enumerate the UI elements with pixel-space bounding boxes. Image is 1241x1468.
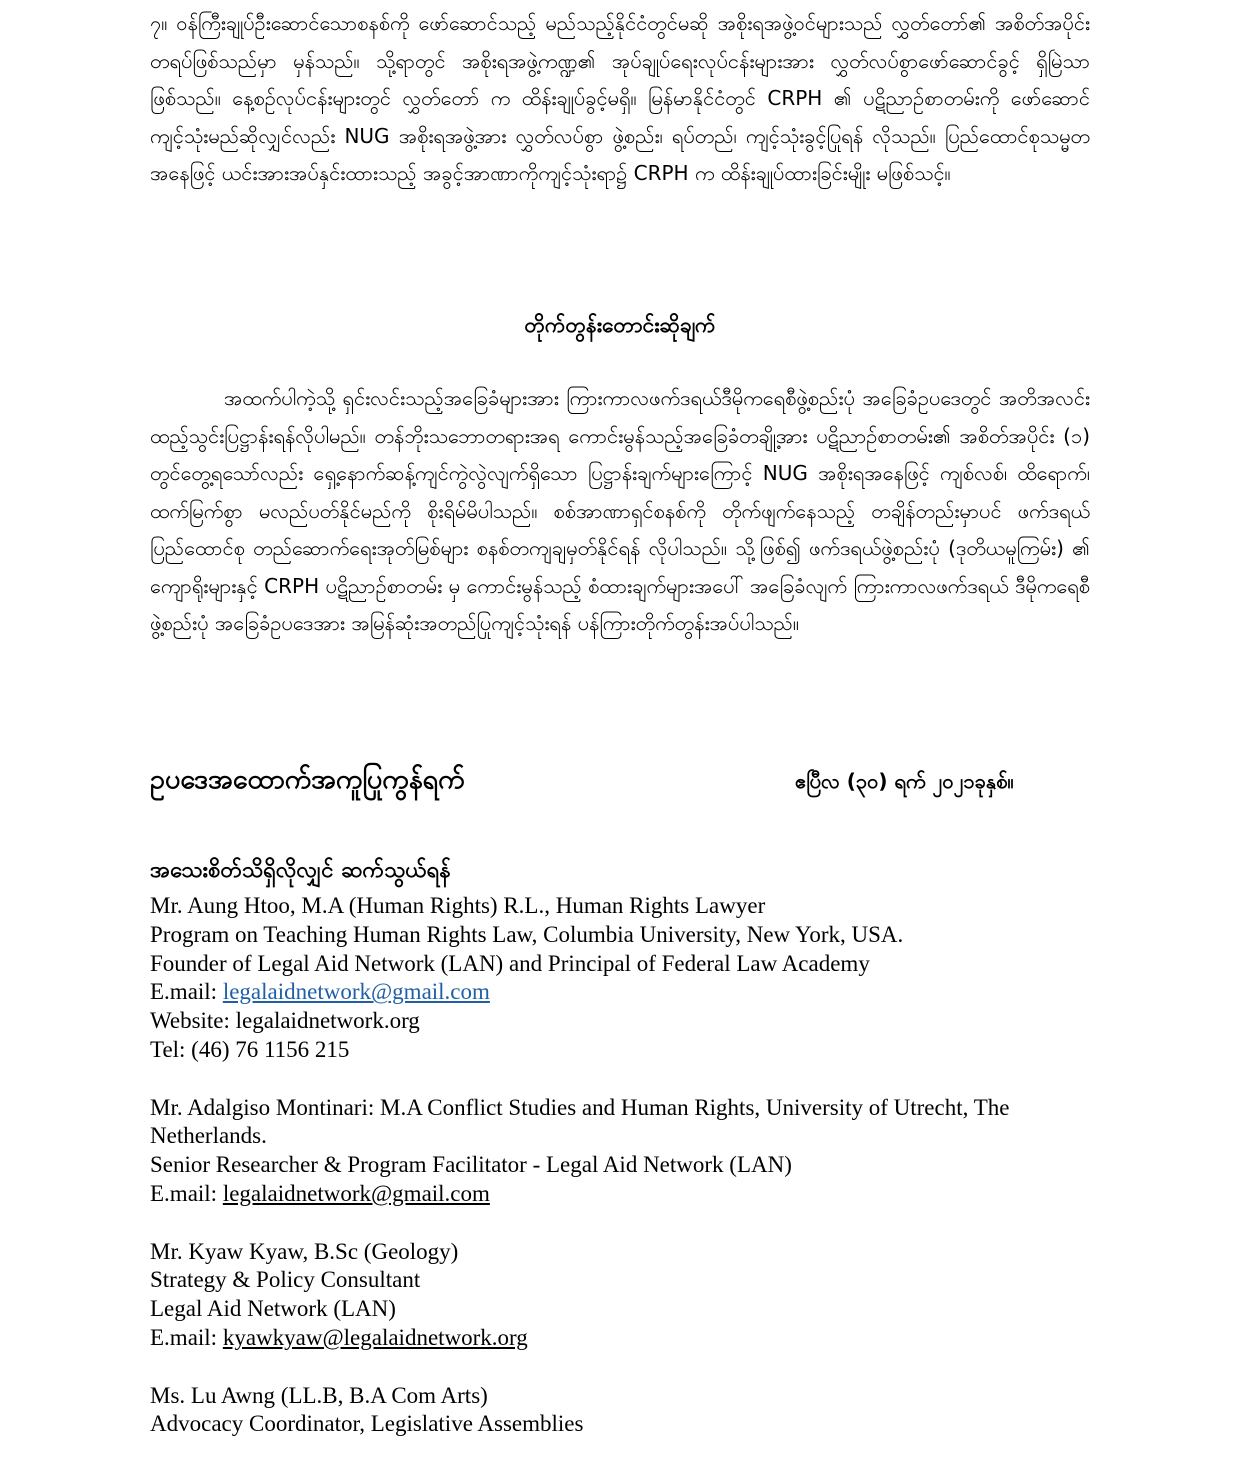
organization-heading: ဥပဒေအထောက်အကူပြုကွန်ရက် — [150, 764, 465, 795]
contact-role: Strategy & Policy Consultant — [150, 1267, 421, 1293]
contact-role: Senior Researcher & Program Facilitator - Legal Aid Network (LAN) — [150, 1152, 792, 1178]
contact-heading: အသေးစိတ်သိရှိလိုလျှင် ဆက်သွယ်ရန် — [150, 858, 451, 883]
contact-email-row — [150, 1180, 1100, 1209]
paragraph-7: ၇။ ဝန်ကြီးချုပ်ဦးဆောင်သောစနစ်ကို ဖော်ဆောင်သည့် မည်သည့်နိုင်ငံတွင်မဆို အစိုးရအဖွဲ့ဝင်များသည် လွှတ်တော်၏ အစိတ်အပိုင်းတရပ်ဖြစ်သည်မှာ မှန်သည်။ သို့ရာတွင် အစိုးရအဖွဲ့ကဏ္ဍ၏ အုပ်ချုပ်ရေးလုပ်ငန်းများအား လွှတ်လပ်စွာဖော်ဆောင်ခွင့် ရှိမြဲသာဖြစ်သည်။ နေ့စဉ်လုပ်ငန်းများတွင် လွှတ်တော် က ထိန်းချုပ်ခွင့်မရှိ။ မြန်မာနိုင်ငံတွင် CRPH ၏ ပဋိညာဉ်စာတမ်းကို ဖော်ဆောင်ကျင့်သုံးမည်ဆိုလျှင်လည်း NUG အစိုးရအဖွဲ့အား လွှတ်လပ်စွာ ဖွဲ့စည်း၊ ရပ်တည်၊ ကျင့်သုံးခွင့်ပြုရန် လိုသည်။ ပြည်ထောင်စုသမ္မတ အနေဖြင့် ယင်းအားအပ်နှင်းထားသည့် အခွင့်အာဏာကိုကျင့်သုံးရာ၌ CRPH က ထိန်းချုပ်ထားခြင်းမျိုး မဖြစ်သင့်။ — [150, 11, 1090, 185]
contact-lu-awng — [150, 1382, 1100, 1440]
contact-organization: Legal Aid Network (LAN) — [150, 1296, 396, 1322]
document-date: ဧပြီလ (၃၀) ရက် ၂၀၂၁ခုနှစ်။ — [795, 769, 1014, 793]
email-label: E.mail: — [150, 1180, 223, 1206]
contact-name: Ms. Lu Awng (LL.B, B.A Com Arts) — [150, 1382, 488, 1408]
recommendation-heading: တိုက်တွန်းတောင်းဆိုချက် — [524, 313, 716, 337]
email-link[interactable]: kyawkyaw@legalaidnetwork.org — [222, 1324, 528, 1350]
contact-adalgiso-montinari — [150, 1094, 1100, 1209]
email-label: E.mail: — [150, 979, 223, 1005]
email-link[interactable]: legalaidnetwork@gmail.com — [222, 1180, 490, 1206]
email-link[interactable]: legalaidnetwork@gmail.com — [222, 979, 490, 1005]
contact-website: Website: legalaidnetwork.org — [150, 1008, 420, 1034]
contact-email-row — [150, 1324, 1100, 1353]
contact-tel: Tel: (46) 76 1156 215 — [150, 1036, 350, 1062]
email-label: E.mail: — [150, 1324, 223, 1350]
contact-name: Mr. Kyaw Kyaw, B.Sc (Geology) — [150, 1238, 459, 1264]
contact-program: Program on Teaching Human Rights Law, Columbia University, New York, USA. — [150, 921, 904, 947]
contact-name: Mr. Aung Htoo, M.A (Human Rights) R.L., Human Rights Lawyer — [150, 893, 766, 918]
contact-name: Mr. Adalgiso Montinari: M.A Conflict Studies and Human Rights, University of Utrecht, The Netherlands. — [150, 1094, 1010, 1149]
contact-email-row — [150, 978, 1100, 1007]
contact-role: Founder of Legal Aid Network (LAN) and Principal of Federal Law Academy — [150, 950, 870, 976]
contact-role: Advocacy Coordinator, Legislative Assemblies — [150, 1411, 584, 1437]
recommendation-paragraph: အထက်ပါကဲ့သို့ ရှင်းလင်းသည့်အခြေခံများအား ကြားကာလဖက်ဒရယ်ဒီမိုကရေစီဖွဲ့စည်းပုံ အခြေခံဥပဒေတွင် အတိအလင်း ထည့်သွင်းပြဋ္ဌာန်းရန်လိုပါမည်။ တန်ဘိုးသဘောတရားအရ ကောင်းမွန်သည့်အခြေခံတချို့အား ပဋိညာဉ်စာတမ်း၏ အစိတ်အပိုင်း (၁) တွင်တွေ့ရသော်လည်း ရှေ့နောက်ဆန့်ကျင်ကွဲလွဲလျက်ရှိသော ပြဋ္ဌာန်းချက်များကြောင့် NUG အစိုးရအနေဖြင့် ကျစ်လစ်၊ ထိရောက်၊ ထက်မြက်စွာ မလည်ပတ်နိုင်မည်ကို စိုးရိမ်မိပါသည်။ စစ်အာဏာရှင်စနစ်ကို တိုက်ဖျက်နေသည့် တချိန်တည်းမှာပင် ဖက်ဒရယ်ပြည်ထောင်စု တည်ဆောက်ရေးအုတ်မြစ်များ စနစ်တကျချမှတ်နိုင်ရန် လိုပါသည်။ သို့ဖြစ်၍ ဖက်ဒရယ်ဖွဲ့စည်းပုံ (ဒုတိယမူကြမ်း) ၏ ကျောရိုးများနှင့် CRPH ပဋိညာဉ်စာတမ်း မှ ကောင်းမွန်သည့် စံထားချက်များအပေါ် အခြေခံလျက် ကြားကာလဖက်ဒရယ် ဒီမိုကရေစီဖွဲ့စည်းပုံ အခြေခံဥပဒေအား အမြန်ဆုံးအတည်ပြုကျင့်သုံးရန် ပန်ကြားတိုက်တွန်းအပ်ပါသည်။ — [150, 386, 1090, 635]
contact-aung-htoo — [150, 892, 1100, 1065]
contact-kyaw-kyaw — [150, 1238, 1100, 1353]
contact-list — [150, 892, 1100, 1468]
